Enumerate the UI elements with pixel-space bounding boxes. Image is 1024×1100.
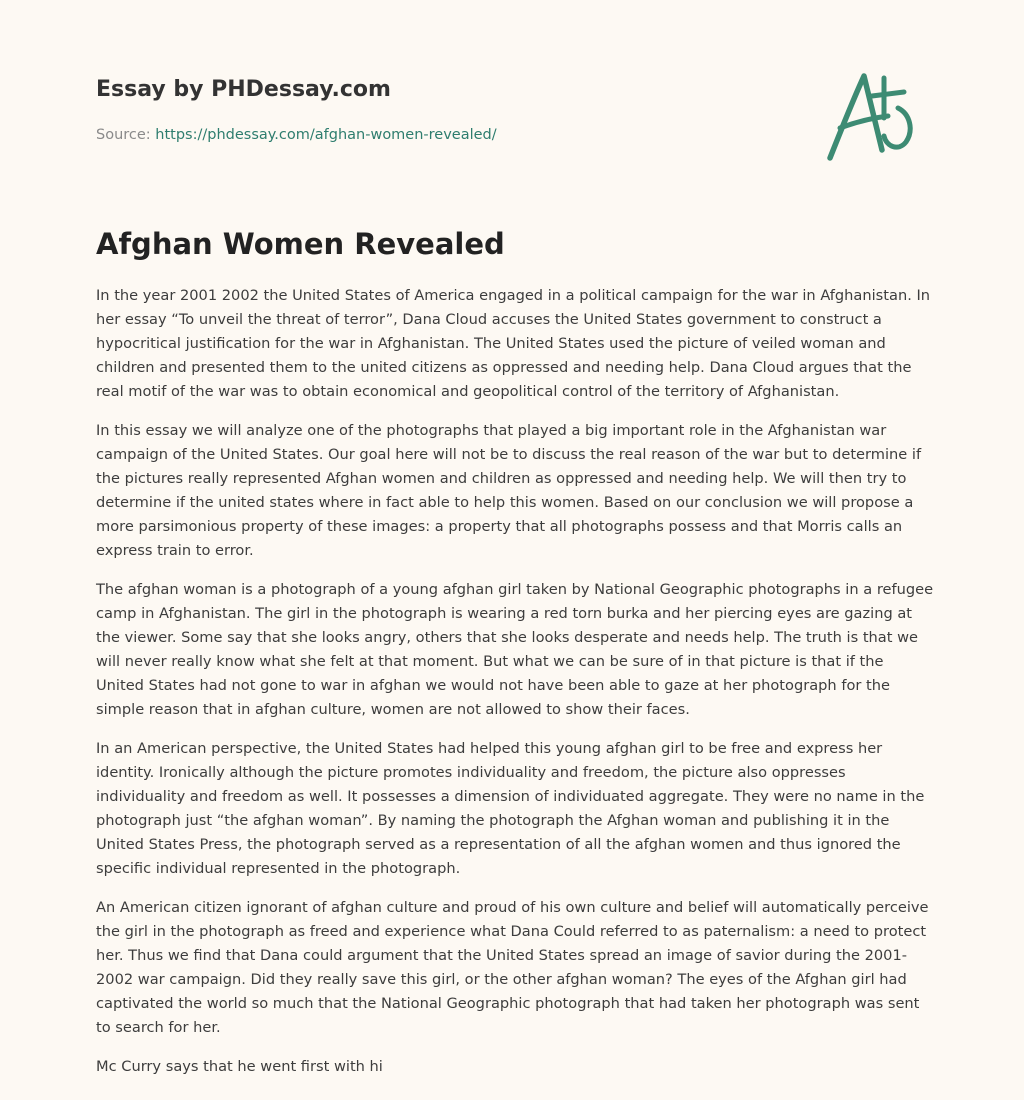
article-paragraph: In an American perspective, the United States had helped this young afghan girl to be free and express her identity. Ironically although the picture promotes individuality and freedom, the picture also oppresses individuality and freedom as well. It possesses a dimension of individuated aggregate. They were no name in the photograph just “the afghan woman”. By naming the photograph the Afghan woman and publishing it in the United States Press, the photograph served as a representation of all the afghan women and thus ignored the specific individual represented in the photograph. xyxy=(96,740,925,877)
article-paragraph: Mc Curry says that he went first with hi xyxy=(96,1058,383,1075)
article-body xyxy=(96,284,936,1094)
source-link[interactable]: https://phdessay.com/afghan-women-revealed/ xyxy=(155,127,497,143)
source-label: Source: xyxy=(96,127,151,143)
site-title: Essay by PHDessay.com xyxy=(96,77,391,102)
a-plus-logo-icon xyxy=(820,66,930,166)
article-title: Afghan Women Revealed xyxy=(96,227,505,261)
a-plus-logo-svg xyxy=(820,66,930,166)
article-paragraph: In the year 2001 2002 the United States of America engaged in a political campaign for the war in Afghanistan. In her essay “To unveil the threat of terror”, Dana Cloud accuses the United States government to construct a hypocritical justification for the war in Afghanistan. The United States used the picture of veiled woman and children and presented them to the united citizens as oppressed and needing help. Dana Cloud argues that the real motif of the war was to obtain economical and geopolitical control of the territory of Afghanistan. xyxy=(96,287,931,400)
essay-header xyxy=(96,72,696,146)
article-paragraph: The afghan woman is a photograph of a young afghan girl taken by National Geographic photographs in a refugee camp in Afghanistan. The girl in the photograph is wearing a red torn burka and her piercing eyes are gazing at the viewer. Some say that she looks angry, others that she looks desperate and needs help. The truth is that we will never really know what she felt at that moment. But what we can be sure of in that picture is that if the United States had not gone to war in afghan we would not have been able to gaze at her photograph for the simple reason that in afghan culture, women are not allowed to show their faces. xyxy=(96,581,934,718)
source-line xyxy=(96,124,696,146)
article-paragraph: In this essay we will analyze one of the photographs that played a big important role in the Afghanistan war campaign of the United States. Our goal here will not be to discuss the real reason of the war but to determine if the pictures really represented Afghan women and children as oppressed and needing help. We will then try to determine if the united states where in fact able to help this women. Based on our conclusion we will propose a more parsimonious property of these images: a property that all photographs possess and that Morris calls an express train to error. xyxy=(96,422,922,559)
article-paragraph: An American citizen ignorant of afghan culture and proud of his own culture and belief will automatically perceive the girl in the photograph as freed and experience what Dana Could referred to as paternalism: a need to protect her. Thus we find that Dana could argument that the United States spread an image of savior during the 2001-2002 war campaign. Did they really save this girl, or the other afghan woman? The eyes of the Afghan girl had captivated the world so much that the National Geographic photograph that had taken her photograph was sent to search for her. xyxy=(96,899,929,1036)
